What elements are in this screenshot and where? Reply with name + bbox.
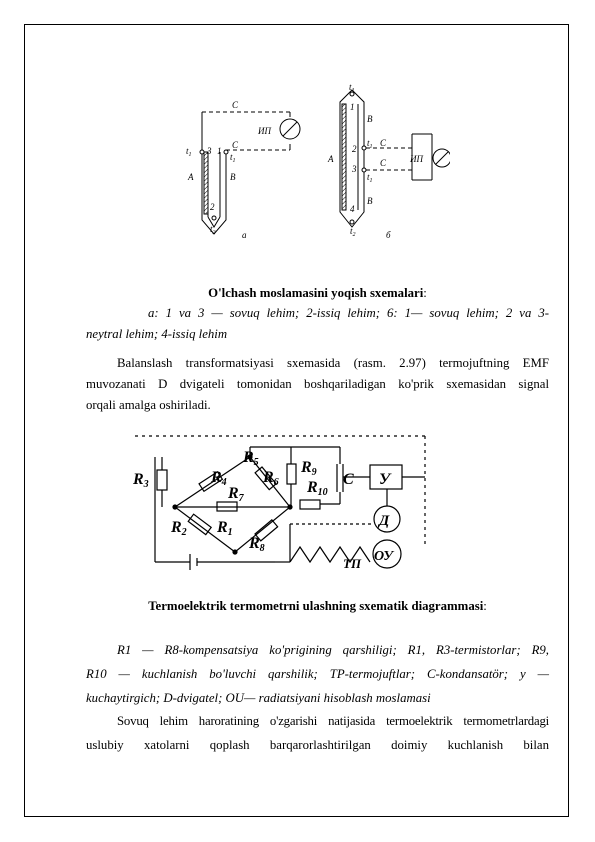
label-ou: ОУ <box>374 549 394 564</box>
paragraph-1-line2: muvozanati D dvigateli tomonidan boshqariladigan ko'prik sxemasidan signal <box>86 377 549 391</box>
label-t-small: $t_1$ <box>230 152 236 164</box>
label-t1: $t_1$ <box>186 146 192 158</box>
label-r9: R9 <box>301 459 317 478</box>
label-panel-b: б <box>386 230 391 240</box>
label-t2: $t_2$ <box>210 224 216 236</box>
label-r-n1: 1 <box>350 102 355 112</box>
label-r3: R3 <box>133 471 149 490</box>
paragraph-2-line1: Sovuq lehim haroratining o'zgarishi natijasida termoelektrik termometrlardagi <box>117 714 549 728</box>
label-r-t-b: $t_1$ <box>367 172 373 184</box>
label-c: C <box>343 471 354 488</box>
label-panel-a: a <box>242 230 247 240</box>
label-r8: R8 <box>249 535 265 554</box>
label-r10: R10 <box>307 479 328 498</box>
label-r-n2: 2 <box>352 144 357 154</box>
label-r-c2: C <box>380 158 387 168</box>
caption-1-desc-line1: a: 1 va 3 — sovuq lehim; 2-issiq lehim; 6: 1— sovuq lehim; 2 va 3- <box>148 306 549 320</box>
label-amplifier: У <box>379 471 391 488</box>
legend-line2: R10 — kuchlanish bo'luvchi qarshilik; TP-termojuftlar; C-kondansatör; y — <box>86 667 549 681</box>
label-r2: R2 <box>171 519 187 538</box>
label-ip-right: ИП <box>410 154 423 164</box>
label-r-c1: C <box>380 138 387 148</box>
label-motor: Д <box>379 513 390 529</box>
caption-1-desc-line2: neytral lehim; 4-issiq lehim <box>86 327 228 341</box>
label-c-mid: C <box>232 140 239 150</box>
label-c-top: C <box>232 100 239 110</box>
label-r-n4: 4 <box>350 204 355 214</box>
label-n3: 3 <box>207 146 212 156</box>
label-r7: R7 <box>228 485 244 504</box>
label-r4: R4 <box>211 469 227 488</box>
paragraph-2-line2: uslubiy xatolarni qoplash barqarorlashtirilgan doimiy kuchlanish bilan <box>86 738 549 752</box>
label-r6: R6 <box>263 469 279 488</box>
caption-2-title-text: Termoelektrik termometrni ulashning sxematik diagrammasi <box>148 599 484 613</box>
paragraph-1-line1: Balanslash transformatsiyasi sxemasida (rasm. 2.97) termojuftning EMF <box>117 356 549 370</box>
label-r1: R1 <box>217 519 233 538</box>
legend-line1: R1 — R8-kompensatsiya ko'prigining qarshiligi; R1, R3-termistorlar; R9, <box>117 643 549 657</box>
figure-thermometer-circuit <box>125 432 435 582</box>
paragraph-1-line3: orqali amalga oshiriladi. <box>86 398 211 412</box>
label-a: A <box>188 172 194 182</box>
caption-1-title-text: O'lchash moslamasini yoqish sxemalari <box>208 286 424 300</box>
legend-line3: kuchaytirgich; D-dvigatel; OU— radiatsiyani hisoblash moslamasi <box>86 691 431 705</box>
label-tp: ТП <box>343 556 362 571</box>
caption-2-title: Termoelektrik termometrni ulashning sxematik diagrammasi: <box>148 599 487 613</box>
label-n2: 2 <box>210 202 215 212</box>
label-r-a: A <box>328 154 334 164</box>
label-ip-left: ИП <box>258 126 271 136</box>
label-r5: R5 <box>243 449 259 468</box>
label-n1: 1 <box>217 146 222 156</box>
label-r-b-top: B <box>367 114 373 124</box>
figure-connection-schemes <box>180 82 450 240</box>
label-r-b-bot: B <box>367 196 373 206</box>
caption-1-title: O'lchash moslamasini yoqish sxemalari: <box>208 286 427 300</box>
label-r-t2: $t_2$ <box>350 226 356 238</box>
label-r-n3: 3 <box>352 164 357 174</box>
label-b: B <box>230 172 236 182</box>
label-r-t-a: $t_1$ <box>367 138 373 150</box>
label-r-t1: $t_1$ <box>349 82 355 94</box>
